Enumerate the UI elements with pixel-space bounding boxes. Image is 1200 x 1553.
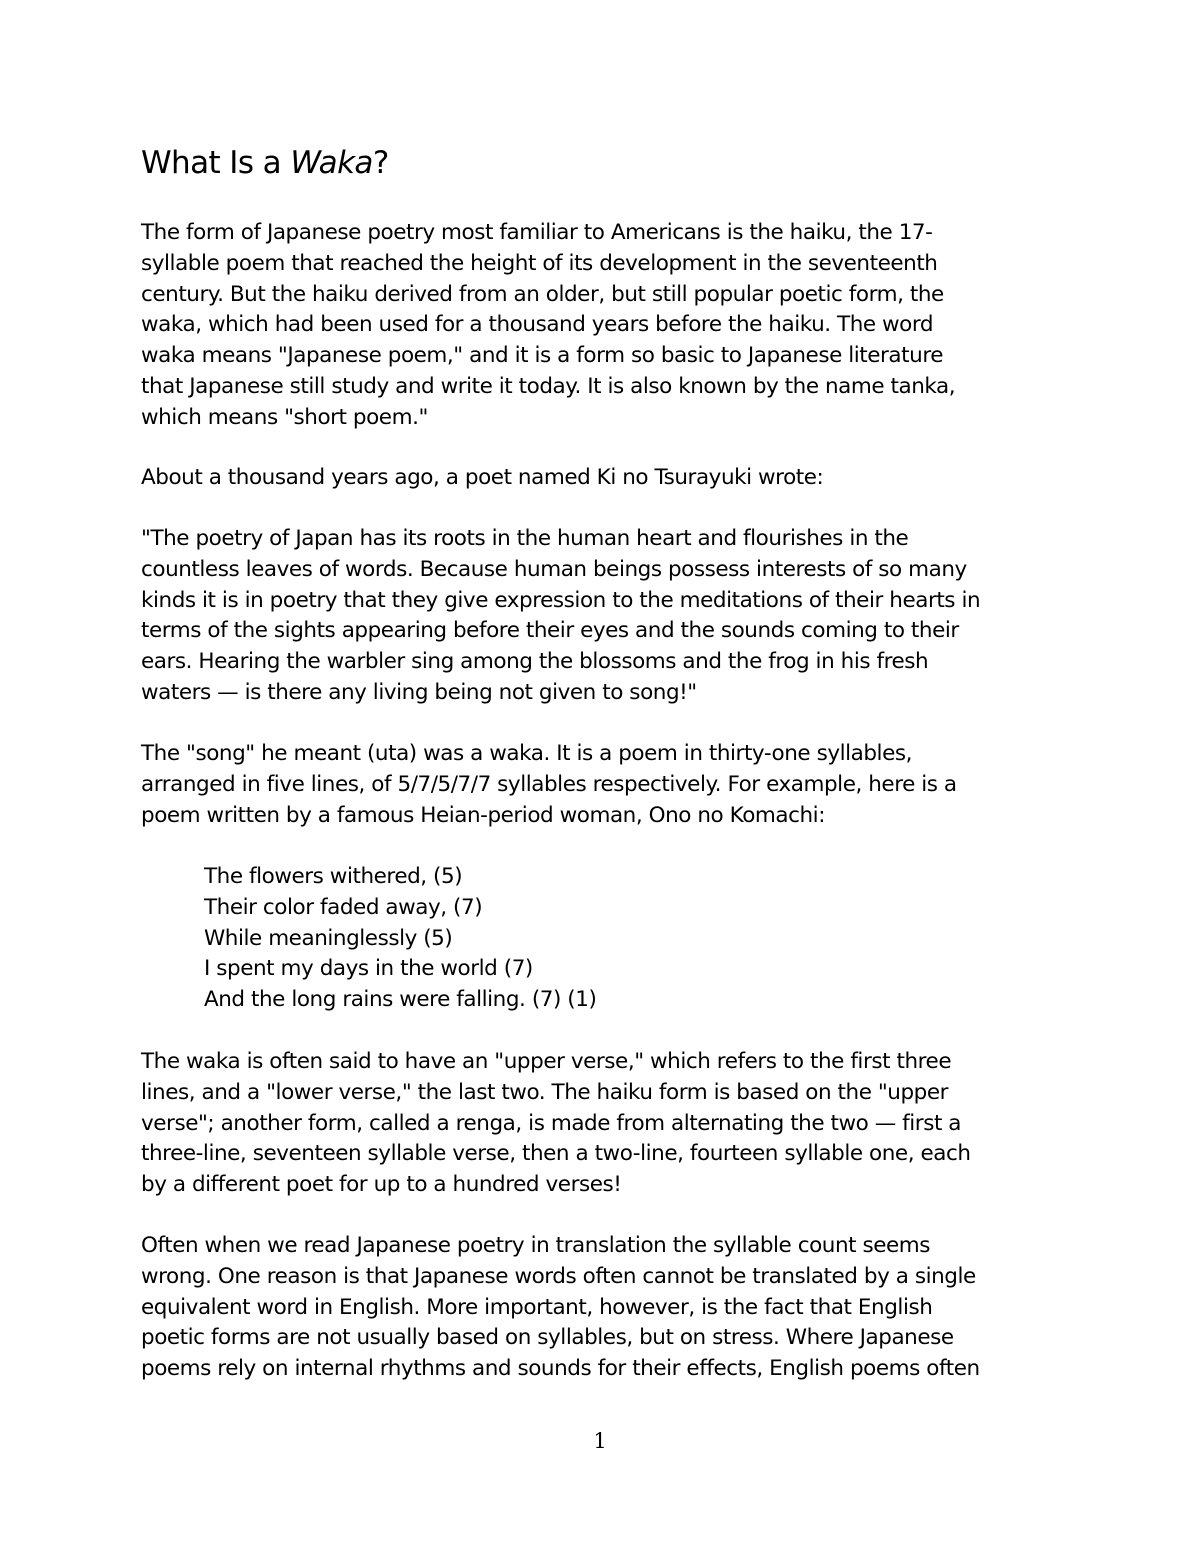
text-line: lines, and a "lower verse," the last two. The haiku form is based on the "upper [141,1079,949,1105]
text-line: which means "short poem." [141,404,428,430]
text-line: poems rely on internal rhythms and sounds for their effects, English poems often [141,1356,980,1382]
text-line: The form of Japanese poetry most familiar to Americans is the haiku, the 17- [141,220,933,245]
text-line: countless leaves of words. Because human beings possess interests of so many [141,556,967,582]
poem-line: The flowers withered, (5) [204,864,463,889]
text-line: waters — is there any living being not given to song!" [141,679,697,705]
text-line: ears. Hearing the warbler sing among the blossoms and the frog in his fresh [141,649,929,675]
text-line: About a thousand years ago, a poet named Ki no Tsurayuki wrote: [141,465,824,490]
text-line: The waka is often said to have an "upper verse," which refers to the first three [141,1049,952,1074]
text-line: by a different poet for up to a hundred verses! [141,1172,622,1198]
text-line: arranged in five lines, of 5/7/5/7/7 syllables respectively. For example, here is a [141,771,957,797]
text-line: Often when we read Japanese poetry in translation the syllable count seems [141,1233,931,1258]
text-line: poetic forms are not usually based on syllables, but on stress. Where Japanese [141,1325,954,1351]
text-line: three-line, seventeen syllable verse, then a two-line, fourteen syllable one, each [141,1141,971,1167]
text-line: that Japanese still study and write it today. It is also known by the name tanka, [141,373,956,399]
poem-block [204,862,596,1016]
text-line: kinds it is in poetry that they give expression to the meditations of their hearts in [141,587,981,613]
paragraph-upper-lower-verse [141,1047,1071,1201]
text-line: equivalent word in English. More important, however, is the fact that English [141,1294,933,1320]
paragraph-translation [141,1231,1071,1385]
text-line: waka means "Japanese poem," and it is a form so basic to Japanese literature [141,343,944,369]
poem-line: While meaninglessly (5) [204,925,453,951]
text-line: verse"; another form, called a renga, is made from alternating the two — first a [141,1110,962,1136]
text-line: poem written by a famous Heian-period woman, Ono no Komachi: [141,802,825,828]
text-line: "The poetry of Japan has its roots in the human heart and flourishes in the [141,526,909,551]
poem-line: I spent my days in the world (7) [204,956,533,982]
text-line: waka, which had been used for a thousand years before the haiku. The word [141,312,934,338]
text-line: syllable poem that reached the height of its development in the seventeenth [141,250,938,276]
text-line: The "song" he meant (uta) was a waka. It is a poem in thirty-one syllables, [141,741,912,766]
title-prefix: What Is a [141,145,291,181]
text-line: century. But the haiku derived from an older, but still popular poetic form, the [141,281,944,307]
poem-line: And the long rains were falling. (7) (1) [204,987,597,1013]
text-line: wrong. One reason is that Japanese words often cannot be translated by a single [141,1263,976,1289]
paragraph-tsurayuki-intro [141,463,1071,494]
title-italic-word: Waka [290,145,373,181]
text-line: terms of the sights appearing before their eyes and the sounds coming to their [141,618,959,644]
paragraph-song [141,739,1071,831]
paragraph-quote [141,524,1071,709]
page-number: 1 [593,1429,607,1453]
poem-line: Their color faded away, (7) [204,894,483,920]
title-suffix: ? [372,145,389,181]
page-title [141,143,389,183]
paragraph-intro [141,218,1071,434]
